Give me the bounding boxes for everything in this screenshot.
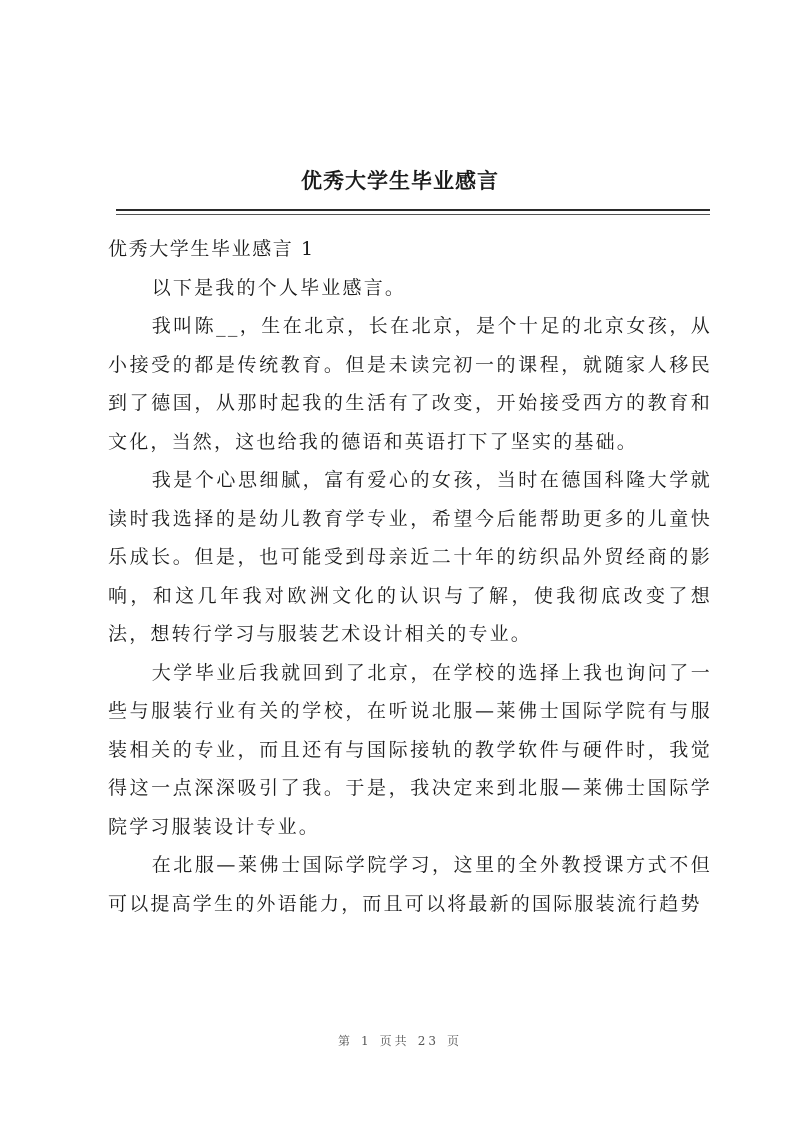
document-body <box>108 230 712 923</box>
paragraph-school-choice: 大学毕业后我就回到了北京，在学校的选择上我也询问了一些与服装行业有关的学校，在听说北服—莱佛士国际学院有与服装相关的专业，而且还有与国际接轨的教学软件与硬件时，我觉得这一点深深吸引了我。于是，我决定来到北服—莱佛士国际学院学习服装设计专业。 <box>108 661 712 838</box>
page-footer <box>0 1032 800 1049</box>
footer-prefix: 第 <box>338 1034 354 1048</box>
footer-suffix: 页 <box>446 1034 462 1048</box>
paragraph-career-change: 我是个心思细腻，富有爱心的女孩，当时在德国科隆大学就读时我选择的是幼儿教育学专业，希望今后能帮助更多的儿童快乐成长。但是，也可能受到母亲近二十年的纺织品外贸经商的影响，和这几年我对欧洲文化的认识与了解，使我彻底改变了想法，想转行学习与服装艺术设计相关的专业。 <box>108 469 712 645</box>
paragraph-intro: 以下是我的个人毕业感言。 <box>151 276 407 299</box>
title-rule-thin <box>116 214 710 215</box>
document-title: 优秀大学生毕业感言 <box>301 169 499 193</box>
footer-page-number: 1 <box>361 1034 372 1048</box>
paragraph-background: 我叫陈__，生在北京，长在北京，是个十足的北京女孩，从小接受的都是传统教育。但是未读完初一的课程，就随家人移民到了德国，从那时起我的生活有了改变，开始接受西方的教育和文化，当然，这也给我的德语和英语打下了坚实的基础。 <box>108 315 712 453</box>
footer-total-pages: 23 <box>417 1034 439 1048</box>
title-rule <box>116 209 710 211</box>
paragraph-study-experience: 在北服—莱佛士国际学院学习，这里的全外教授课方式不但可以提高学生的外语能力，而且可以将最新的国际服装流行趋势 <box>108 854 712 915</box>
footer-middle: 页共 <box>379 1034 410 1048</box>
section-heading: 优秀大学生毕业感言 1 <box>108 238 315 260</box>
